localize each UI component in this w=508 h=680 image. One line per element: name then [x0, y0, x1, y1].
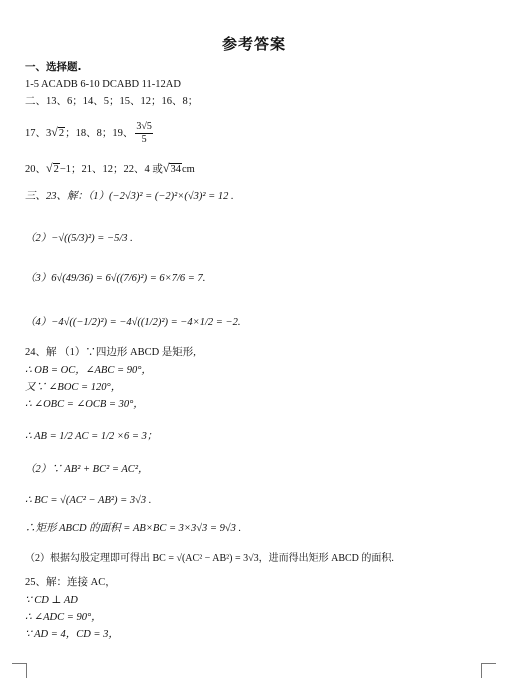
answer-17-prefix: 17、3	[25, 127, 52, 139]
fill-blank-answers-20-22	[25, 161, 195, 177]
fill-blank-answers-13-16: 二、13、6；14、5；15、12；16、8；	[25, 96, 199, 107]
fraction-denominator: 5	[141, 134, 147, 145]
answer-22-unit: cm	[181, 164, 195, 175]
page-corner-mark-left	[12, 663, 27, 678]
q24-line9: （2）根据勾股定理即可得出 BC = √(AC² − AB²) = 3√3，进而得出矩形 ABCD 的面积.	[25, 553, 394, 564]
answer-22-radicand: 34	[170, 164, 181, 175]
q23-part3: （3）6√(49/36) = 6√((7/6)²) = 6×7/6 = 7.	[25, 273, 206, 284]
multiple-choice-answers: 1-5 ACADB 6-10 DCABD 11-12AD	[25, 79, 181, 90]
answer-20-prefix: 20、	[25, 164, 46, 175]
q24-line3: 又∵ ∠BOC = 120°，	[25, 382, 122, 393]
q24-line6: （2）∵ AB² + BC² = AC²，	[25, 464, 149, 475]
q23-part4: （4）−4√((−1/2)²) = −4√((1/2)²) = −4×1/2 = −2.	[25, 317, 241, 328]
q25-line2: ∵ CD ⊥ AD	[25, 595, 78, 606]
page-corner-mark-right	[481, 663, 496, 678]
q24-line7: ∴ BC = √(AC² − AB²) = 3√3 .	[25, 495, 152, 506]
radical-sign: √	[46, 161, 53, 175]
q24-line5: ∴ AB = 1/2 AC = 1/2 ×6 = 3；	[25, 431, 158, 442]
q23-part1: 三、23、解：（1）(−2√3)² = (−2)²×(√3)² = 12 .	[25, 191, 234, 202]
answer-20-radicand: 2	[53, 164, 59, 175]
q25-line3: ∴ ∠ADC = 90°，	[25, 612, 102, 623]
q23-part2: （2）−√((5/3)²) = −5/3 .	[25, 233, 133, 244]
q25-line4: ∵ AD = 4，CD = 3，	[25, 629, 119, 640]
q25-line1: 25、解：连接 AC，	[25, 577, 116, 588]
q24-line2: ∴ OB = OC，∠ABC = 90°，	[25, 365, 152, 376]
q24-line1: 24、解 （1）∵四边形 ABCD 是矩形,	[25, 347, 196, 358]
fill-blank-answers-17-19	[25, 121, 155, 146]
answer-18-19: ；18、8；19、	[65, 127, 134, 139]
answer-19-fraction	[135, 121, 153, 146]
q24-line8: ∴矩形 ABCD 的面积 = AB×BC = 3×3√3 = 9√3 .	[25, 523, 242, 534]
fraction-numerator: 3√5	[136, 121, 152, 132]
answer-20-22-text: −1；21、12；22、4 或	[59, 164, 163, 175]
radical-sign: √	[162, 161, 170, 175]
radical-sign: √	[51, 124, 58, 139]
q24-line4: ∴ ∠OBC = ∠OCB = 30°，	[25, 399, 144, 410]
section-multiple-choice-heading: 一、选择题.	[25, 61, 82, 73]
page-title: 参考答案	[221, 35, 286, 53]
answer-17-radicand: 2	[58, 127, 65, 139]
